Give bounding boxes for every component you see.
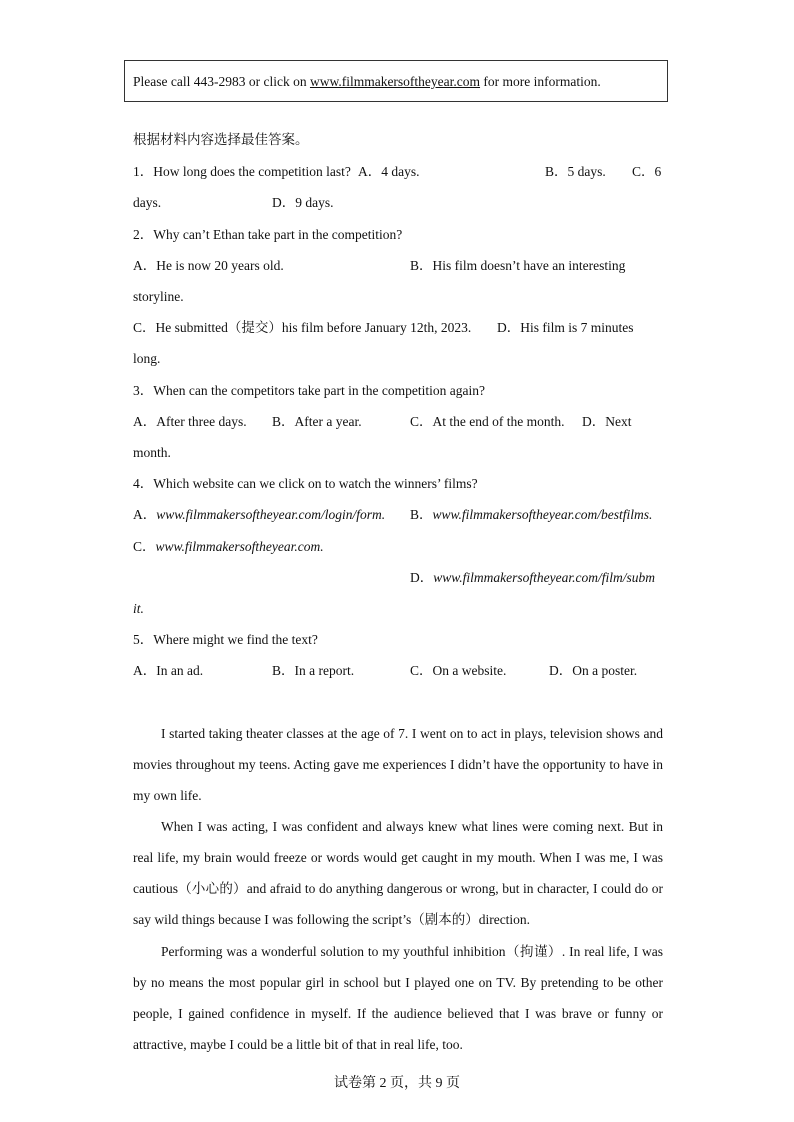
question-2-option-b: B．His film doesn’t have an interesting [410, 258, 626, 273]
passage-paragraph-3: Performing was a wonderful solution to my youthful inhibition（拘谨）. In real life, I was by no means the most popular girl in school but I played one on TV. By pretending to be other people, I gained confidence in myself. If the audience believed that I was brave or funny or attractive, maybe I could be a little bit of that in real life, too. [133, 944, 663, 1052]
question-2-option-d-cont: long. [133, 351, 161, 366]
question-1-option-c: C．6 [632, 164, 662, 179]
question-5-option-a: A．In an ad. [133, 663, 204, 678]
question-3-stem: 3．When can the competitors take part in the competition again? [133, 383, 486, 398]
question-4-option-a: A．www.filmmakersoftheyear.com/login/form. [133, 507, 386, 522]
question-1-option-a: A．4 days. [358, 164, 420, 179]
question-3-option-c: C．At the end of the month. [410, 414, 565, 429]
question-4-option-d-cont: it. [133, 601, 144, 616]
question-5-option-c: C．On a website. [410, 663, 507, 678]
page-footer: 试卷第 2 页，共 9 页 [334, 1076, 460, 1091]
question-4-option-d: D．www.filmmakersoftheyear.com/film/subm [410, 570, 655, 585]
info-box [124, 60, 668, 102]
question-2-option-b-cont: storyline. [133, 289, 184, 304]
passage-paragraph-2: When I was acting, I was confident and always knew what lines were coming next. But in real life, my brain would freeze or words would get caught in my mouth. When I was me, I was cautious（小心的）and afraid to do anything dangerous or wrong, but in character, I could do or say wild things because I was following the script’s（剧本的）direction. [133, 819, 663, 927]
question-3-option-d: D．Next [582, 414, 632, 429]
question-3-option-a: A．After three days. [133, 414, 247, 429]
question-4-stem: 4．Which website can we click on to watch the winners’ films? [133, 476, 478, 491]
question-3-option-d-cont: month. [133, 445, 171, 460]
website-link[interactable]: www.filmmakersoftheyear.com [309, 74, 481, 89]
question-1-option-c-cont: days. [133, 195, 162, 210]
instruction: 根据材料内容选择最佳答案。 [133, 132, 309, 147]
question-4-option-c: C．www.filmmakersoftheyear.com. [133, 539, 324, 554]
question-5-option-b: B．In a report. [272, 663, 355, 678]
question-5-stem: 5．Where might we find the text? [133, 632, 318, 647]
question-1-option-b: B．5 days. [545, 164, 606, 179]
question-3-option-b: B．After a year. [272, 414, 362, 429]
info-text: Please call 443-2983 or click on www.filmmakersoftheyear.com for more information. [133, 74, 601, 89]
question-2-option-d: D．His film is 7 minutes [497, 320, 634, 335]
question-2-option-c: C．He submitted（提交）his film before January 12th, 2023. [133, 320, 472, 335]
question-5-option-d: D．On a poster. [549, 663, 638, 678]
question-1-option-d: D．9 days. [272, 195, 334, 210]
passage-paragraph-1: I started taking theater classes at the age of 7. I went on to act in plays, television shows and movies throughout my teens. Acting gave me experiences I didn’t have the opportunity to have in my own life. [133, 726, 663, 803]
question-4-option-b: B．www.filmmakersoftheyear.com/bestfilms. [410, 507, 653, 522]
question-2-option-a: A．He is now 20 years old. [133, 258, 284, 273]
question-1-stem: 1．How long does the competition last? [133, 164, 351, 179]
question-2-stem: 2．Why can’t Ethan take part in the competition? [133, 227, 403, 242]
